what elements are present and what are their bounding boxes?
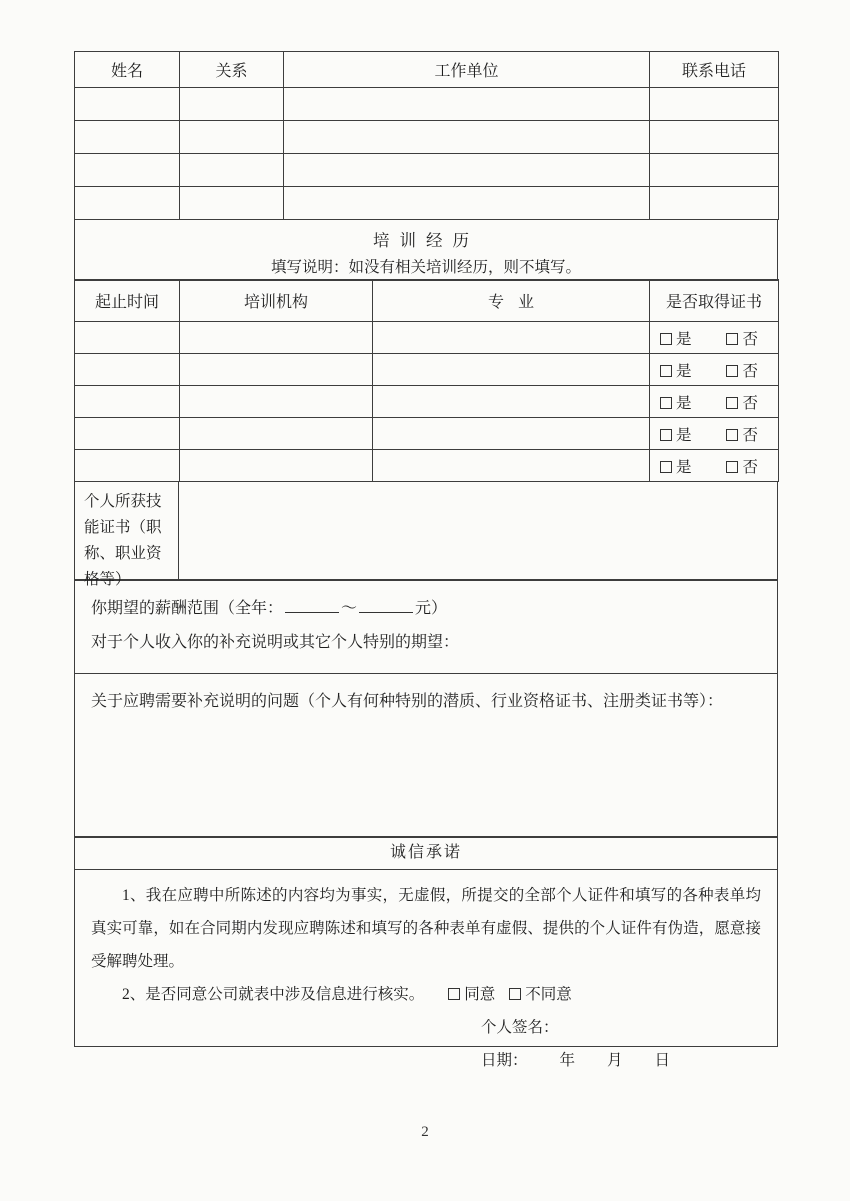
work-unit-cell[interactable] <box>284 154 650 187</box>
salary-section <box>74 579 778 674</box>
phone-cell[interactable] <box>650 154 779 187</box>
name-cell[interactable] <box>75 187 180 220</box>
major-cell[interactable] <box>373 354 650 386</box>
table-row <box>75 354 779 386</box>
salary-separator: ～ <box>341 600 358 617</box>
page-number: 2 <box>421 1124 429 1140</box>
checkbox-icon[interactable] <box>660 333 672 345</box>
checkbox-icon[interactable] <box>448 988 460 1000</box>
date-year-label: 年 <box>559 1051 576 1069</box>
table-row <box>75 154 779 187</box>
name-cell[interactable] <box>75 154 180 187</box>
skill-certificates-row <box>74 481 778 588</box>
certificate-no-option[interactable] <box>726 391 758 413</box>
header-name: 姓名 <box>75 52 180 88</box>
institution-cell[interactable] <box>180 450 373 482</box>
certificate-yes-option[interactable] <box>660 423 692 445</box>
certificate-yes-option[interactable] <box>660 327 692 349</box>
checkbox-icon[interactable] <box>660 429 672 441</box>
table-row <box>75 121 779 154</box>
table-row <box>75 386 779 418</box>
salary-expectation-line <box>91 592 761 626</box>
work-unit-cell[interactable] <box>284 121 650 154</box>
skill-certificates-label: 个人所获技能证书（职称、职业资格等） <box>75 482 179 580</box>
phone-cell[interactable] <box>650 88 779 121</box>
certificate-cell <box>650 418 779 450</box>
supplement-section[interactable] <box>74 673 778 838</box>
salary-min-blank[interactable] <box>285 599 339 613</box>
table-row <box>75 418 779 450</box>
checkbox-label: 不同意 <box>525 985 572 1003</box>
checkbox-icon[interactable] <box>660 397 672 409</box>
certificate-cell <box>650 386 779 418</box>
certificate-yes-option[interactable] <box>660 455 692 477</box>
major-cell[interactable] <box>373 450 650 482</box>
checkbox-icon[interactable] <box>726 333 738 345</box>
date-day-label: 日 <box>654 1051 671 1069</box>
institution-cell[interactable] <box>180 418 373 450</box>
period-cell[interactable] <box>75 450 180 482</box>
integrity-section-body <box>74 869 778 1069</box>
phone-cell[interactable] <box>650 121 779 154</box>
training-header-row <box>75 280 779 322</box>
major-cell[interactable] <box>373 322 650 354</box>
checkbox-label: 否 <box>742 458 758 476</box>
table-row <box>75 187 779 220</box>
period-cell[interactable] <box>75 386 180 418</box>
institution-cell[interactable] <box>180 386 373 418</box>
skill-certificates-field[interactable] <box>179 482 777 580</box>
checkbox-label: 是 <box>676 362 692 380</box>
verification-consent-line <box>91 978 761 1011</box>
training-section-title: 培训经历 <box>373 230 479 250</box>
period-cell[interactable] <box>75 322 180 354</box>
certificate-cell <box>650 322 779 354</box>
institution-cell[interactable] <box>180 322 373 354</box>
training-table <box>74 279 779 482</box>
verification-consent-text: 2、是否同意公司就表中涉及信息进行核实。 <box>122 985 425 1003</box>
major-cell[interactable] <box>373 418 650 450</box>
agree-option[interactable] <box>448 986 495 1003</box>
integrity-section-header <box>74 836 778 870</box>
header-relation: 关系 <box>180 52 284 88</box>
table-row <box>75 88 779 121</box>
certificate-cell <box>650 450 779 482</box>
period-cell[interactable] <box>75 418 180 450</box>
training-instruction: 填写说明：如没有相关培训经历，则不填写。 <box>270 258 581 276</box>
checkbox-icon[interactable] <box>509 988 521 1000</box>
phone-cell[interactable] <box>650 187 779 220</box>
header-phone: 联系电话 <box>650 52 779 88</box>
header-major: 专业 <box>373 280 650 322</box>
income-note-line: 对于个人收入你的补充说明或其它个人特别的期望： <box>91 634 460 651</box>
training-section-header <box>74 219 778 281</box>
certificate-no-option[interactable] <box>726 327 758 349</box>
integrity-statement: 1、我在应聘中所陈述的内容均为事实，无虚假，所提交的全部个人证件和填写的各种表单均真实可靠，如在合同期内发现应聘陈述和填写的各种表单有虚假、提供的个人证件有伪造，愿意接受解聘处理。 <box>91 886 761 970</box>
checkbox-icon[interactable] <box>726 397 738 409</box>
checkbox-icon[interactable] <box>660 461 672 473</box>
table-row <box>75 322 779 354</box>
checkbox-icon[interactable] <box>726 429 738 441</box>
signature-line <box>481 1011 761 1044</box>
family-contacts-table <box>74 51 779 220</box>
application-form <box>74 51 778 1069</box>
certificate-no-option[interactable] <box>726 359 758 381</box>
checkbox-label: 是 <box>676 394 692 412</box>
certificate-no-option[interactable] <box>726 423 758 445</box>
disagree-option[interactable] <box>509 986 572 1003</box>
name-cell[interactable] <box>75 121 180 154</box>
certificate-cell <box>650 354 779 386</box>
signature-label: 个人签名： <box>481 1018 559 1036</box>
period-cell[interactable] <box>75 354 180 386</box>
certificate-no-option[interactable] <box>726 455 758 477</box>
salary-max-blank[interactable] <box>359 599 413 613</box>
relation-cell[interactable] <box>180 88 284 121</box>
checkbox-label: 是 <box>676 426 692 444</box>
salary-prefix: 你期望的薪酬范围（全年： <box>91 600 284 617</box>
checkbox-icon[interactable] <box>726 461 738 473</box>
date-label: 日期： <box>481 1051 528 1069</box>
relation-cell[interactable] <box>180 187 284 220</box>
work-unit-cell[interactable] <box>284 88 650 121</box>
header-institution: 培训机构 <box>180 280 373 322</box>
header-work-unit: 工作单位 <box>284 52 650 88</box>
header-period: 起止时间 <box>75 280 180 322</box>
table-row <box>75 450 779 482</box>
date-line <box>481 1044 761 1077</box>
institution-cell[interactable] <box>180 354 373 386</box>
checkbox-label: 否 <box>742 330 758 348</box>
integrity-title: 诚信承诺 <box>389 844 462 861</box>
checkbox-icon[interactable] <box>726 365 738 377</box>
checkbox-label: 是 <box>676 330 692 348</box>
checkbox-label: 否 <box>742 426 758 444</box>
header-certificate: 是否取得证书 <box>650 280 779 322</box>
checkbox-icon[interactable] <box>660 365 672 377</box>
relation-cell[interactable] <box>180 154 284 187</box>
checkbox-label: 否 <box>742 394 758 412</box>
supplement-question-line: 关于应聘需要补充说明的问题（个人有何种特别的潜质、行业资格证书、注册类证书等）： <box>91 692 724 710</box>
work-unit-cell[interactable] <box>284 187 650 220</box>
certificate-yes-option[interactable] <box>660 391 692 413</box>
checkbox-label: 同意 <box>464 985 496 1003</box>
name-cell[interactable] <box>75 88 180 121</box>
contacts-header-row <box>75 52 779 88</box>
relation-cell[interactable] <box>180 121 284 154</box>
checkbox-label: 否 <box>742 362 758 380</box>
major-cell[interactable] <box>373 386 650 418</box>
checkbox-label: 是 <box>676 458 692 476</box>
salary-suffix: 元） <box>415 600 448 617</box>
certificate-yes-option[interactable] <box>660 359 692 381</box>
date-month-label: 月 <box>607 1051 623 1069</box>
